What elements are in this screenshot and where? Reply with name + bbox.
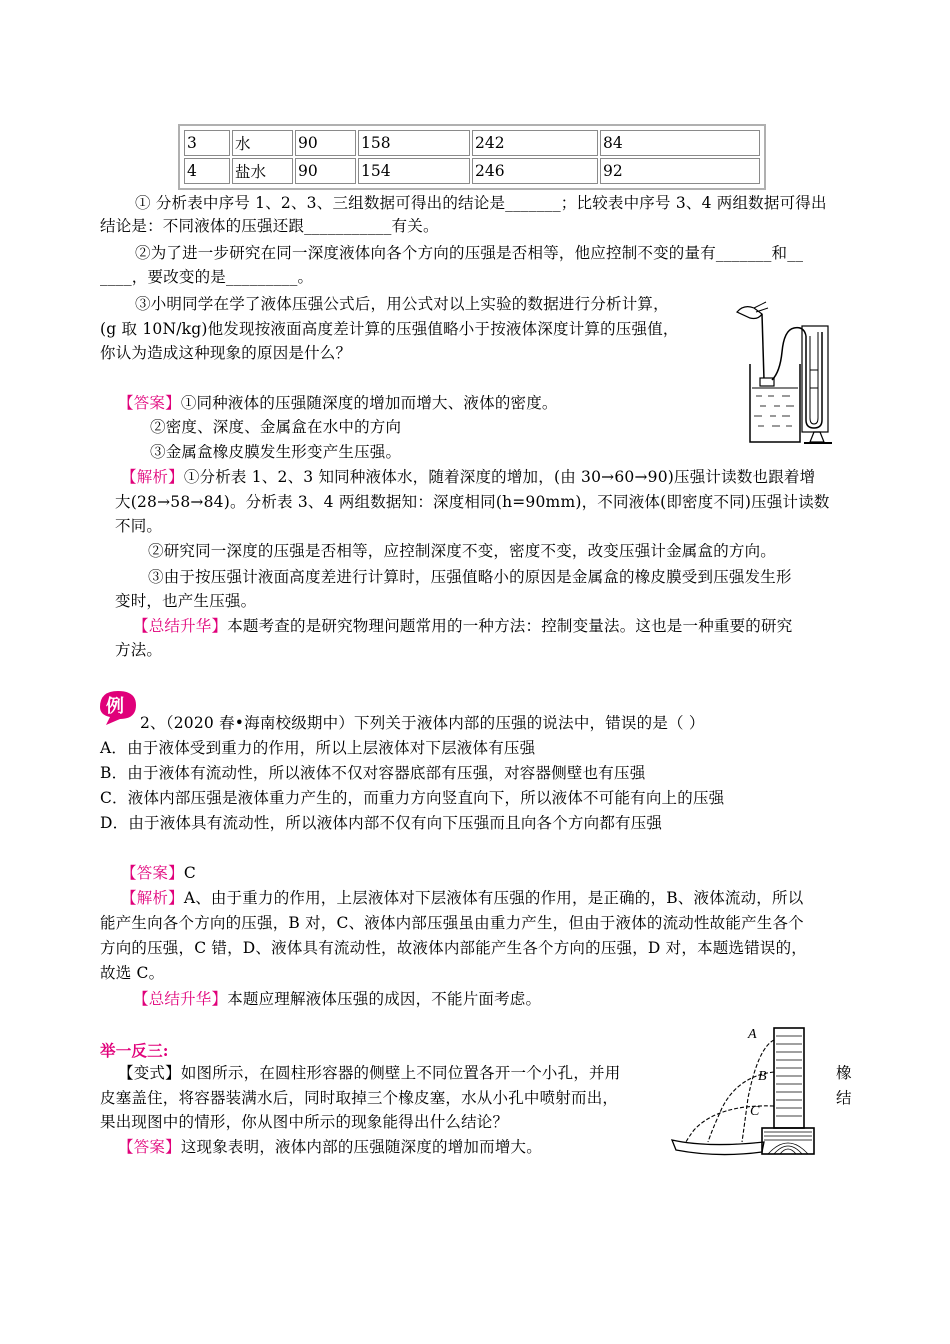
fig-label-a: A bbox=[748, 1027, 757, 1042]
practice-line3: 果出现图中的情形，你从图中所示的现象能得出什么结论？ bbox=[100, 1113, 509, 1131]
variant-text: 如图所示，在圆柱形容器的侧壁上不同位置各开一个小孔，并用 bbox=[180, 1064, 621, 1082]
q1-summary2: 方法。 bbox=[115, 641, 163, 659]
table-cell: 90 bbox=[295, 130, 356, 156]
q1-analysis3: 不同。 bbox=[115, 517, 163, 535]
q1-line6: (g 取 10N/kg)他发现按液面高度差计算的压强值略小于按液体深度计算的压强值， bbox=[100, 320, 679, 338]
example2-analysis4: 故选 C。 bbox=[100, 964, 165, 982]
practice-answer bbox=[118, 1136, 542, 1158]
table-cell: 246 bbox=[472, 158, 598, 184]
table-cell: 水 bbox=[232, 130, 293, 156]
q1-summary bbox=[133, 615, 792, 637]
q1-line7: 你认为造成这种现象的原因是什么？ bbox=[100, 344, 352, 362]
analysis-text: A、由于重力的作用，上层液体对下层液体有压强的作用，是正确的，B、液体流动，所以 bbox=[183, 889, 804, 907]
table-cell: 158 bbox=[358, 130, 470, 156]
table-cell: 4 bbox=[184, 158, 230, 184]
fig-label-c: C bbox=[750, 1104, 760, 1119]
practice-line2-tail: 结 bbox=[836, 1089, 852, 1107]
summary-text: 本题考查的是研究物理问题常用的一种方法：控制变量法。这也是一种重要的研究 bbox=[227, 617, 793, 635]
q1-line5: ③小明同学在学了液体压强公式后，用公式对以上实验的数据进行分析计算， bbox=[135, 295, 669, 313]
fig-label-b: B bbox=[758, 1069, 767, 1084]
q1-line3: ②为了进一步研究在同一深度液体向各个方向的压强是否相等，他应控制不变的量有_______和__ bbox=[135, 244, 804, 262]
table-cell: 154 bbox=[358, 158, 470, 184]
table-cell: 盐水 bbox=[232, 158, 293, 184]
q1-analysis4: ②研究同一深度的压强是否相等，应控制深度不变，密度不变，改变压强计金属盒的方向。 bbox=[148, 542, 777, 560]
analysis-tag: 【解析】 bbox=[121, 889, 184, 907]
example2-option-b: B．由于液体有流动性，所以液体不仅对容器底部有压强，对容器侧壁也有压强 bbox=[100, 764, 646, 782]
table-cell: 90 bbox=[295, 158, 356, 184]
example2-analysis3: 方向的压强，C 错，D、液体具有流动性，故液体内部能产生各个方向的压强，D 对，本题选错误的， bbox=[100, 939, 807, 957]
water-jets-figure bbox=[668, 1018, 828, 1160]
example-badge bbox=[96, 687, 142, 727]
table-row bbox=[184, 130, 760, 156]
example2-option-a: A．由于液体受到重力的作用，所以上层液体对下层液体有压强 bbox=[100, 739, 536, 757]
analysis-text: ①分析表 1、2、3 知同种液体水，随着深度的增加，(由 30→60→90)压强计读数也跟着增 bbox=[183, 468, 816, 486]
practice-line2: 皮塞盖住，将容器装满水后，同时取掉三个橡皮塞，水从小孔中喷射而出， bbox=[100, 1089, 619, 1107]
q1-answer3: ③金属盒橡皮膜发生形变产生压强。 bbox=[150, 443, 402, 461]
example-badge-label: 例 bbox=[106, 696, 124, 717]
table-cell: 84 bbox=[600, 130, 760, 156]
table-cell: 242 bbox=[472, 130, 598, 156]
q1-analysis2: 大(28→58→84)。分析表 3、4 两组数据知：深度相同(h=90mm)，不同液体(即密度不同)压强计读数 bbox=[115, 493, 830, 511]
summary-tag: 【总结升华】 bbox=[133, 990, 228, 1008]
q1-answer2: ②密度、深度、金属盒在水中的方向 bbox=[150, 418, 402, 436]
q1-answer bbox=[118, 392, 558, 414]
q1-analysis6: 变时，也产生压强。 bbox=[115, 592, 257, 610]
pressure-gauge-figure bbox=[732, 292, 842, 457]
q1-line1: ① 分析表中序号 1、2、3、三组数据可得出的结论是_______；比较表中序号 3、4 两组数据可得出 bbox=[135, 194, 827, 212]
practice-heading: 举一反三: bbox=[100, 1041, 169, 1060]
q1-analysis5: ③由于按压强计液面高度差进行计算时，压强值略小的原因是金属盒的橡皮膜受到压强发生形 bbox=[148, 568, 792, 586]
q1-line2: 结论是：不同液体的压强还跟___________有关。 bbox=[100, 217, 439, 235]
table-cell: 92 bbox=[600, 158, 760, 184]
answer-tag: 【答案】 bbox=[121, 864, 184, 882]
variant-tag: 【变式】 bbox=[118, 1064, 181, 1082]
table-cell: 3 bbox=[184, 130, 230, 156]
answer-tag: 【答案】 bbox=[118, 394, 181, 412]
answer-text: C bbox=[183, 864, 196, 882]
example2-analysis bbox=[121, 887, 803, 909]
practice-line1 bbox=[118, 1062, 620, 1084]
analysis-tag: 【解析】 bbox=[121, 468, 184, 486]
example2-stem: 2、（2020 春•海南校级期中）下列关于液体内部的压强的说法中，错误的是（ ） bbox=[140, 714, 705, 732]
answer-text: 这现象表明，液体内部的压强随深度的增加而增大。 bbox=[180, 1138, 542, 1156]
answer-text: ①同种液体的压强随深度的增加而增大、液体的密度。 bbox=[180, 394, 558, 412]
summary-tag: 【总结升华】 bbox=[133, 617, 228, 635]
data-table bbox=[178, 124, 766, 190]
example2-option-c: C．液体内部压强是液体重力产生的，而重力方向竖直向下，所以液体不可能有向上的压强 bbox=[100, 789, 725, 807]
example2-option-d: D．由于液体具有流动性，所以液体内部不仅有向下压强而且向各个方向都有压强 bbox=[100, 814, 663, 832]
answer-tag: 【答案】 bbox=[118, 1138, 181, 1156]
example2-analysis2: 能产生向各个方向的压强，B 对，C、液体内部压强虽由重力产生，但由于液体的流动性故能产生各个 bbox=[100, 914, 804, 932]
practice-line1-tail: 橡 bbox=[836, 1064, 852, 1082]
example2-answer bbox=[121, 862, 196, 884]
q1-analysis bbox=[121, 466, 815, 488]
example2-summary bbox=[133, 988, 541, 1010]
q1-line4: ____，要改变的是_________。 bbox=[100, 268, 314, 286]
summary-text: 本题应理解液体压强的成因，不能片面考虑。 bbox=[227, 990, 542, 1008]
table-row bbox=[184, 158, 760, 184]
